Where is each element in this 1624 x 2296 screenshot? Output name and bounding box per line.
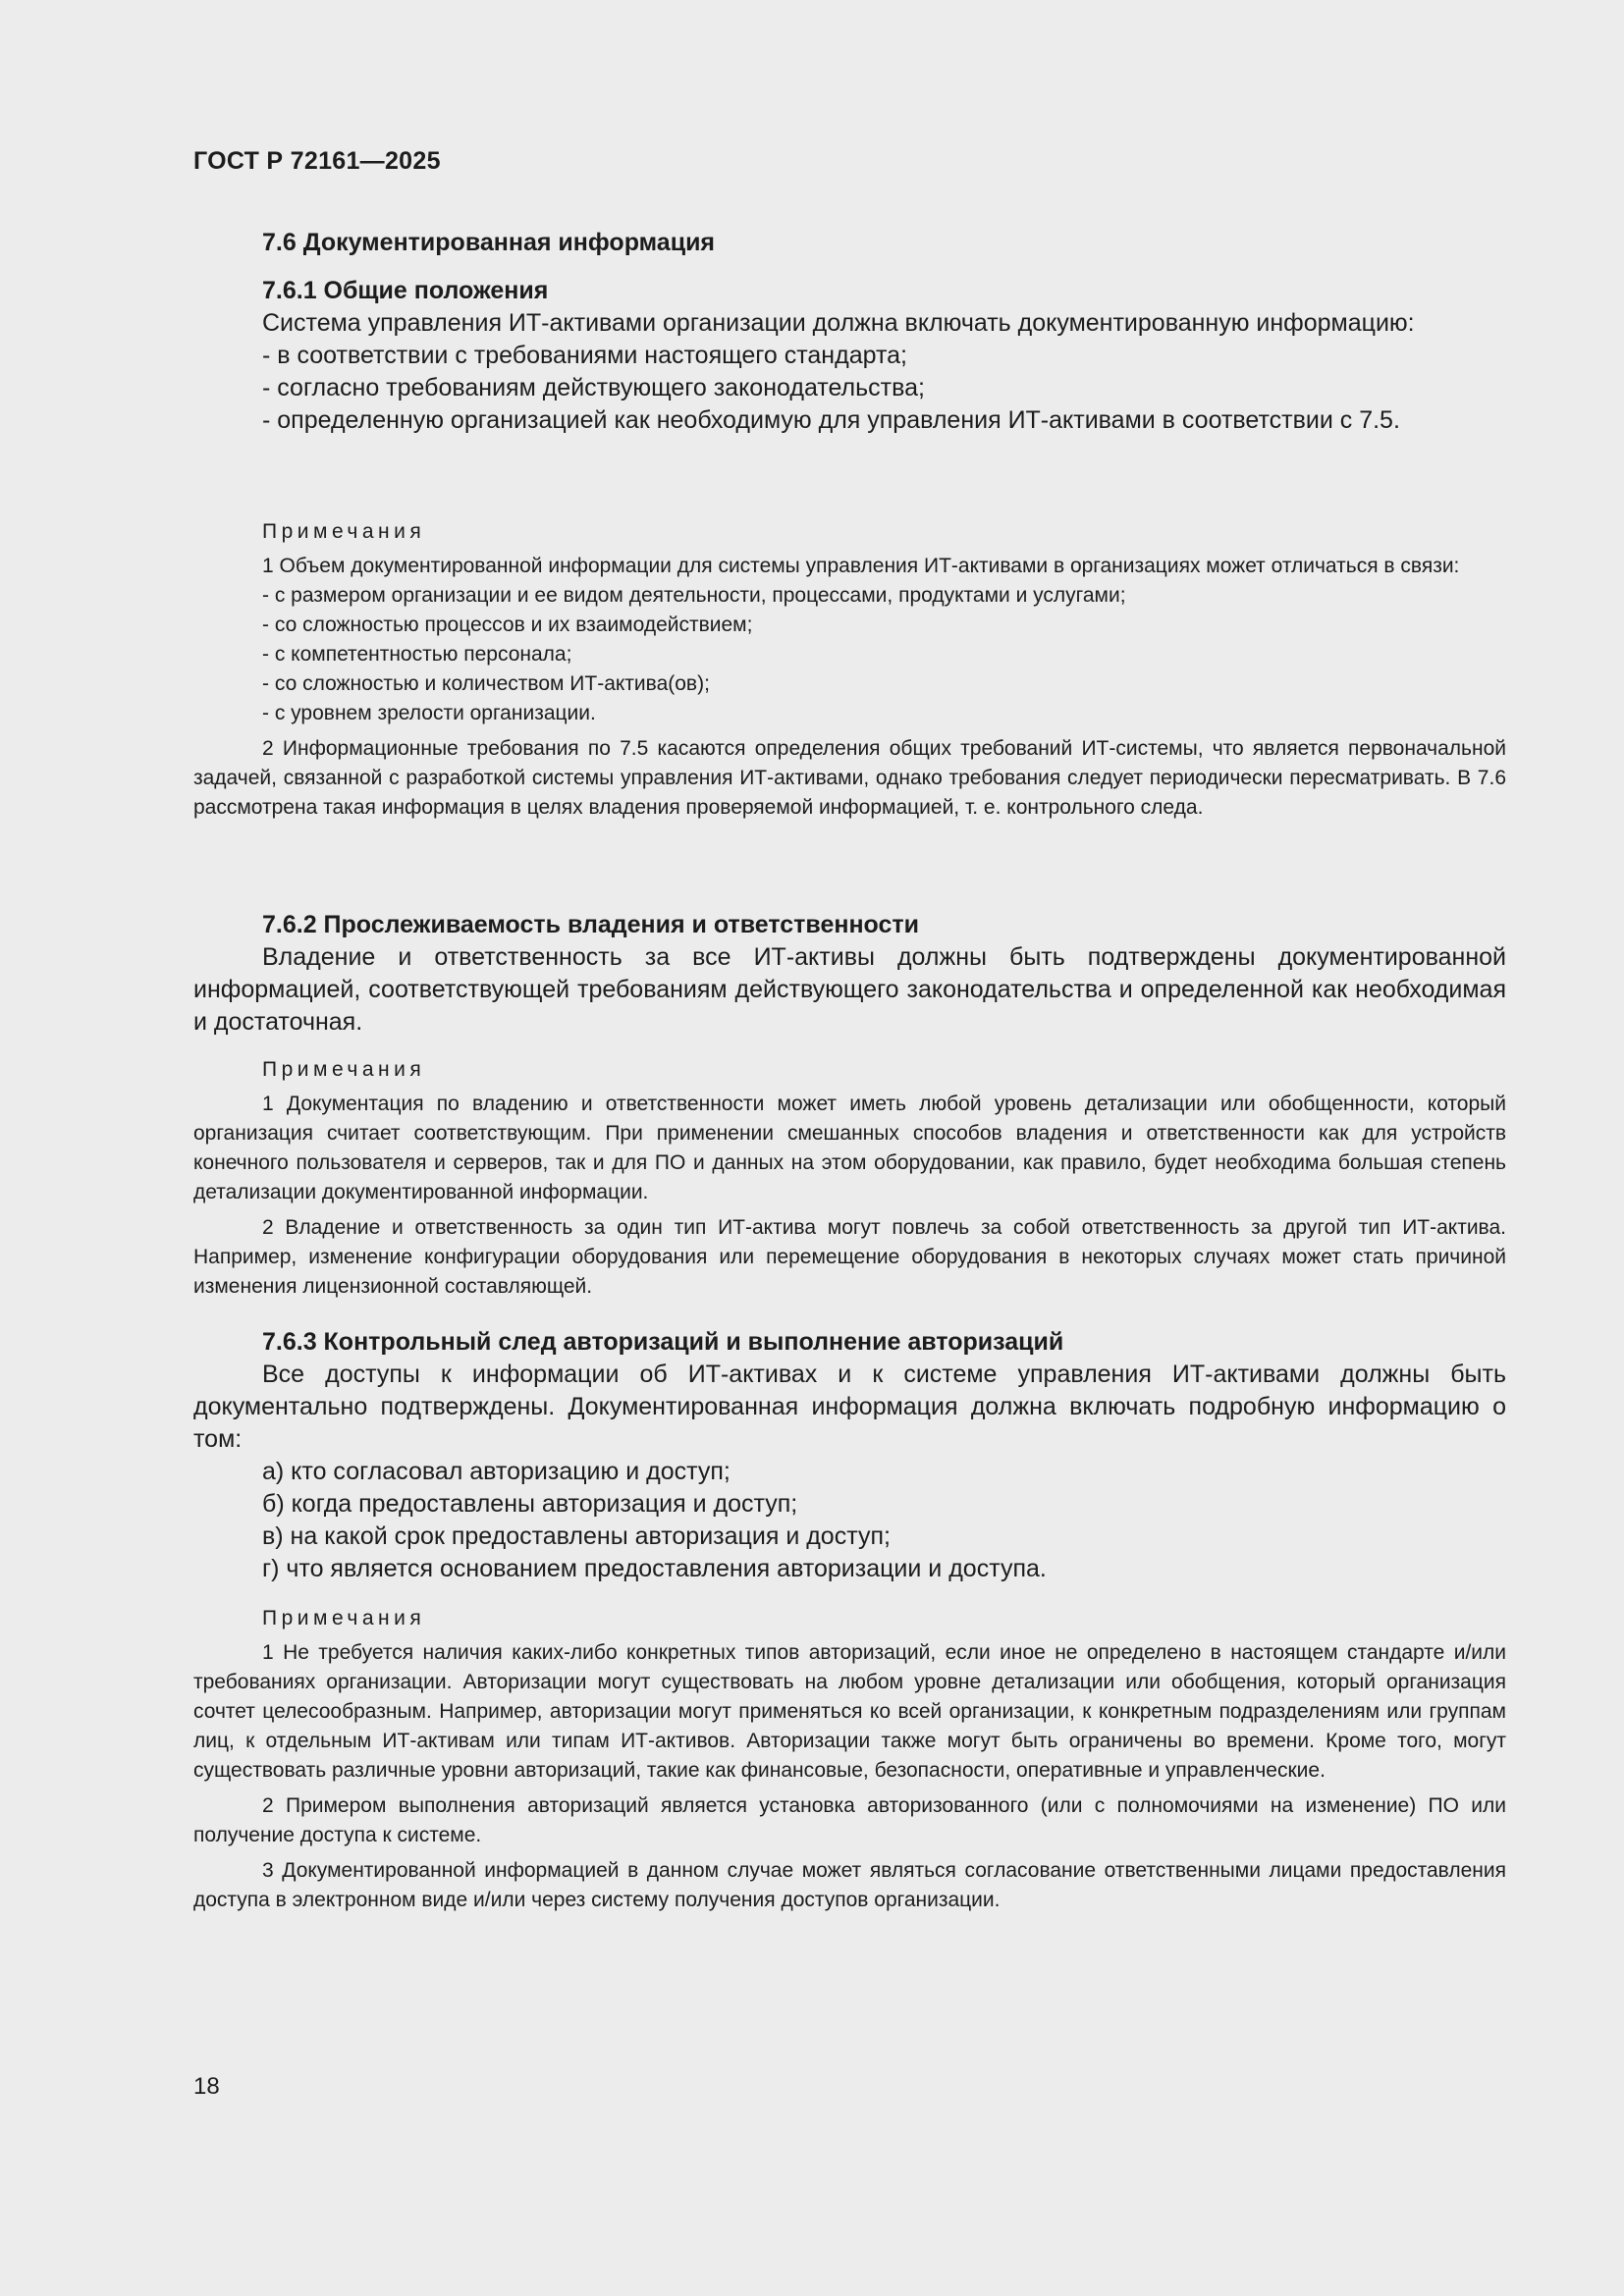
notes-7-6-1 bbox=[193, 517, 1506, 823]
note-list-item: - со сложностью и количеством ИТ-актива(ов); bbox=[262, 672, 710, 695]
list-item: - определенную организацией как необходимую для управления ИТ-активами в соответствии с 7.5. bbox=[262, 406, 1400, 434]
section-7-6-2 bbox=[193, 908, 1506, 1039]
note: 1 Не требуется наличия каких-либо конкретных типов авторизаций, если иное не определено в настоящем стандарте и/или требованиях организации. Авторизации могут существовать на любом уровне детализации или обобщения, который организация сочтет целесообразным. Например, авторизации могут применяться ко всей организации, к конкретным подразделениям или группам лиц, к отдельным ИТ-активам или типам ИТ-активов. Авторизации также могут быть ограничены во времени. Кроме того, могут существовать различные уровни авторизаций, такие как финансовые, безопасности, оперативные и управленческие. bbox=[193, 1641, 1506, 1782]
note: 2 Примером выполнения авторизаций является установка авторизованного (или с полномочиями на изменение) ПО или получение доступа к системе. bbox=[193, 1794, 1506, 1846]
paragraph: Система управления ИТ-активами организации должна включать документированную информацию: bbox=[262, 309, 1415, 337]
note: 1 Документация по владению и ответственности может иметь любой уровень детализации или обобщенности, который организация считает соответствующим. При применении смешанных способов владения и ответственности как для устройств конечного пользователя и серверов, так и для ПО и данных на этом оборудовании, как правило, будет необходима большая степень детализации документированной информации. bbox=[193, 1093, 1506, 1203]
document-header: ГОСТ Р 72161—2025 bbox=[193, 147, 441, 175]
note-list-item: - со сложностью процессов и их взаимодействием; bbox=[262, 614, 753, 636]
list-item: а) кто согласовал авторизацию и доступ; bbox=[262, 1458, 731, 1485]
note: 3 Документированной информацией в данном случае может являться согласование ответственными лицами предоставления доступа в электронном виде и/или через систему получения доступов организации. bbox=[193, 1859, 1506, 1911]
notes-title: Примечания bbox=[262, 1607, 426, 1629]
section-7-6-1 bbox=[193, 274, 1506, 437]
note-list-item: - с компетентностью персонала; bbox=[262, 643, 572, 666]
list-item: - согласно требованиям действующего законодательства; bbox=[262, 374, 925, 401]
list-item: г) что является основанием предоставления авторизации и доступа. bbox=[262, 1555, 1047, 1582]
notes-title: Примечания bbox=[262, 1058, 426, 1081]
note: 1 Объем документированной информации для системы управления ИТ-активами в организациях может отличаться в связи: bbox=[262, 555, 1460, 577]
note-list-item: - с размером организации и ее видом деятельности, процессами, продуктами и услугами; bbox=[262, 584, 1126, 607]
note: 2 Информационные требования по 7.5 касаются определения общих требований ИТ-системы, что является первоначальной задачей, связанной с разработкой системы управления ИТ-активами, однако требования следует периодически пересматривать. В 7.6 рассмотрена такая информация в целях владения проверяемой информацией, т. е. контрольного следа. bbox=[193, 737, 1506, 819]
section-heading: 7.6.3 Контрольный след авторизаций и выполнение авторизаций bbox=[262, 1328, 1064, 1356]
section-heading: 7.6 Документированная информация bbox=[262, 229, 716, 256]
section-heading: 7.6.1 Общие положения bbox=[262, 277, 549, 304]
section-7-6 bbox=[193, 226, 1506, 259]
paragraph: Владение и ответственность за все ИТ-активы должны быть подтверждены документированной информацией, соответствующей требованиям действующего законодательства и определенной как необходимая и достаточная. bbox=[193, 943, 1506, 1036]
note: 2 Владение и ответственность за один тип ИТ-актива могут повлечь за собой ответственность за другой тип ИТ-актива. Например, изменение конфигурации оборудования или перемещение оборудования в некоторых случаях может стать причиной изменения лицензионной составляющей. bbox=[193, 1216, 1506, 1298]
note-list-item: - с уровнем зрелости организации. bbox=[262, 702, 596, 724]
list-item: в) на какой срок предоставлены авторизация и доступ; bbox=[262, 1522, 891, 1550]
page-number: 18 bbox=[193, 2073, 220, 2100]
paragraph: Все доступы к информации об ИТ-активах и к системе управления ИТ-активами должны быть документально подтверждены. Документированная информация должна включать подробную информацию о том: bbox=[193, 1361, 1506, 1453]
list-item: - в соответствии с требованиями настоящего стандарта; bbox=[262, 342, 907, 369]
section-7-6-3 bbox=[193, 1325, 1506, 1585]
list-item: б) когда предоставлены авторизация и доступ; bbox=[262, 1490, 798, 1518]
notes-7-6-3 bbox=[193, 1604, 1506, 1915]
notes-title: Примечания bbox=[262, 520, 426, 543]
section-heading: 7.6.2 Прослеживаемость владения и ответственности bbox=[262, 911, 920, 938]
notes-7-6-2 bbox=[193, 1055, 1506, 1302]
